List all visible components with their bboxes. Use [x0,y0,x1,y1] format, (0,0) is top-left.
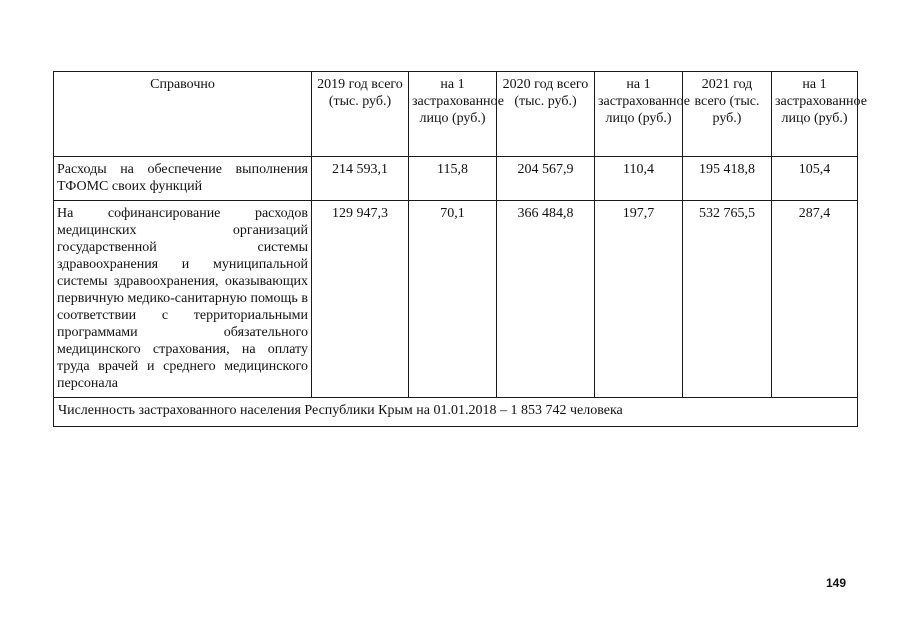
row-label: На софинансирование расходов медицинских организаций государственной системы здравоохранения и муниципальной системы здравоохранения, оказывающих первичную медико-санитарную помощь в соответствии с территориальными программами обязательного медицинского страхования, на оплату труда врачей и среднего медицинского персонала [54,201,312,398]
cell-2019-per-insured: 115,8 [409,157,497,201]
header-2021-per-insured: на 1 застрахованное лицо (руб.) [772,72,858,157]
cell-2020-per-insured: 110,4 [595,157,683,201]
header-2020-per-insured: на 1 застрахованное лицо (руб.) [595,72,683,157]
row-label: Расходы на обеспечение выполнения ТФОМС своих функций [54,157,312,201]
table-footer-row [54,398,858,427]
cell-2019-per-insured: 70,1 [409,201,497,398]
cell-2019-total: 214 593,1 [312,157,409,201]
cell-2021-per-insured: 105,4 [772,157,858,201]
cell-2020-per-insured: 197,7 [595,201,683,398]
cell-2019-total: 129 947,3 [312,201,409,398]
cell-2020-total: 204 567,9 [497,157,595,201]
header-2019-per-insured: на 1 застрахованное лицо (руб.) [409,72,497,157]
cell-2020-total: 366 484,8 [497,201,595,398]
table-row [54,201,858,398]
header-reference: Справочно [54,72,312,157]
header-2021-total: 2021 год всего (тыс. руб.) [683,72,772,157]
page-number: 149 [826,576,847,590]
cell-2021-total: 532 765,5 [683,201,772,398]
table-row [54,157,858,201]
cell-2021-per-insured: 287,4 [772,201,858,398]
header-2020-total: 2020 год всего (тыс. руб.) [497,72,595,157]
insured-population-note: Численность застрахованного населения Республики Крым на 01.01.2018 – 1 853 742 человека [54,398,858,427]
header-2019-total: 2019 год всего (тыс. руб.) [312,72,409,157]
reference-table [53,71,867,427]
table-header-row [54,72,858,157]
cell-2021-total: 195 418,8 [683,157,772,201]
